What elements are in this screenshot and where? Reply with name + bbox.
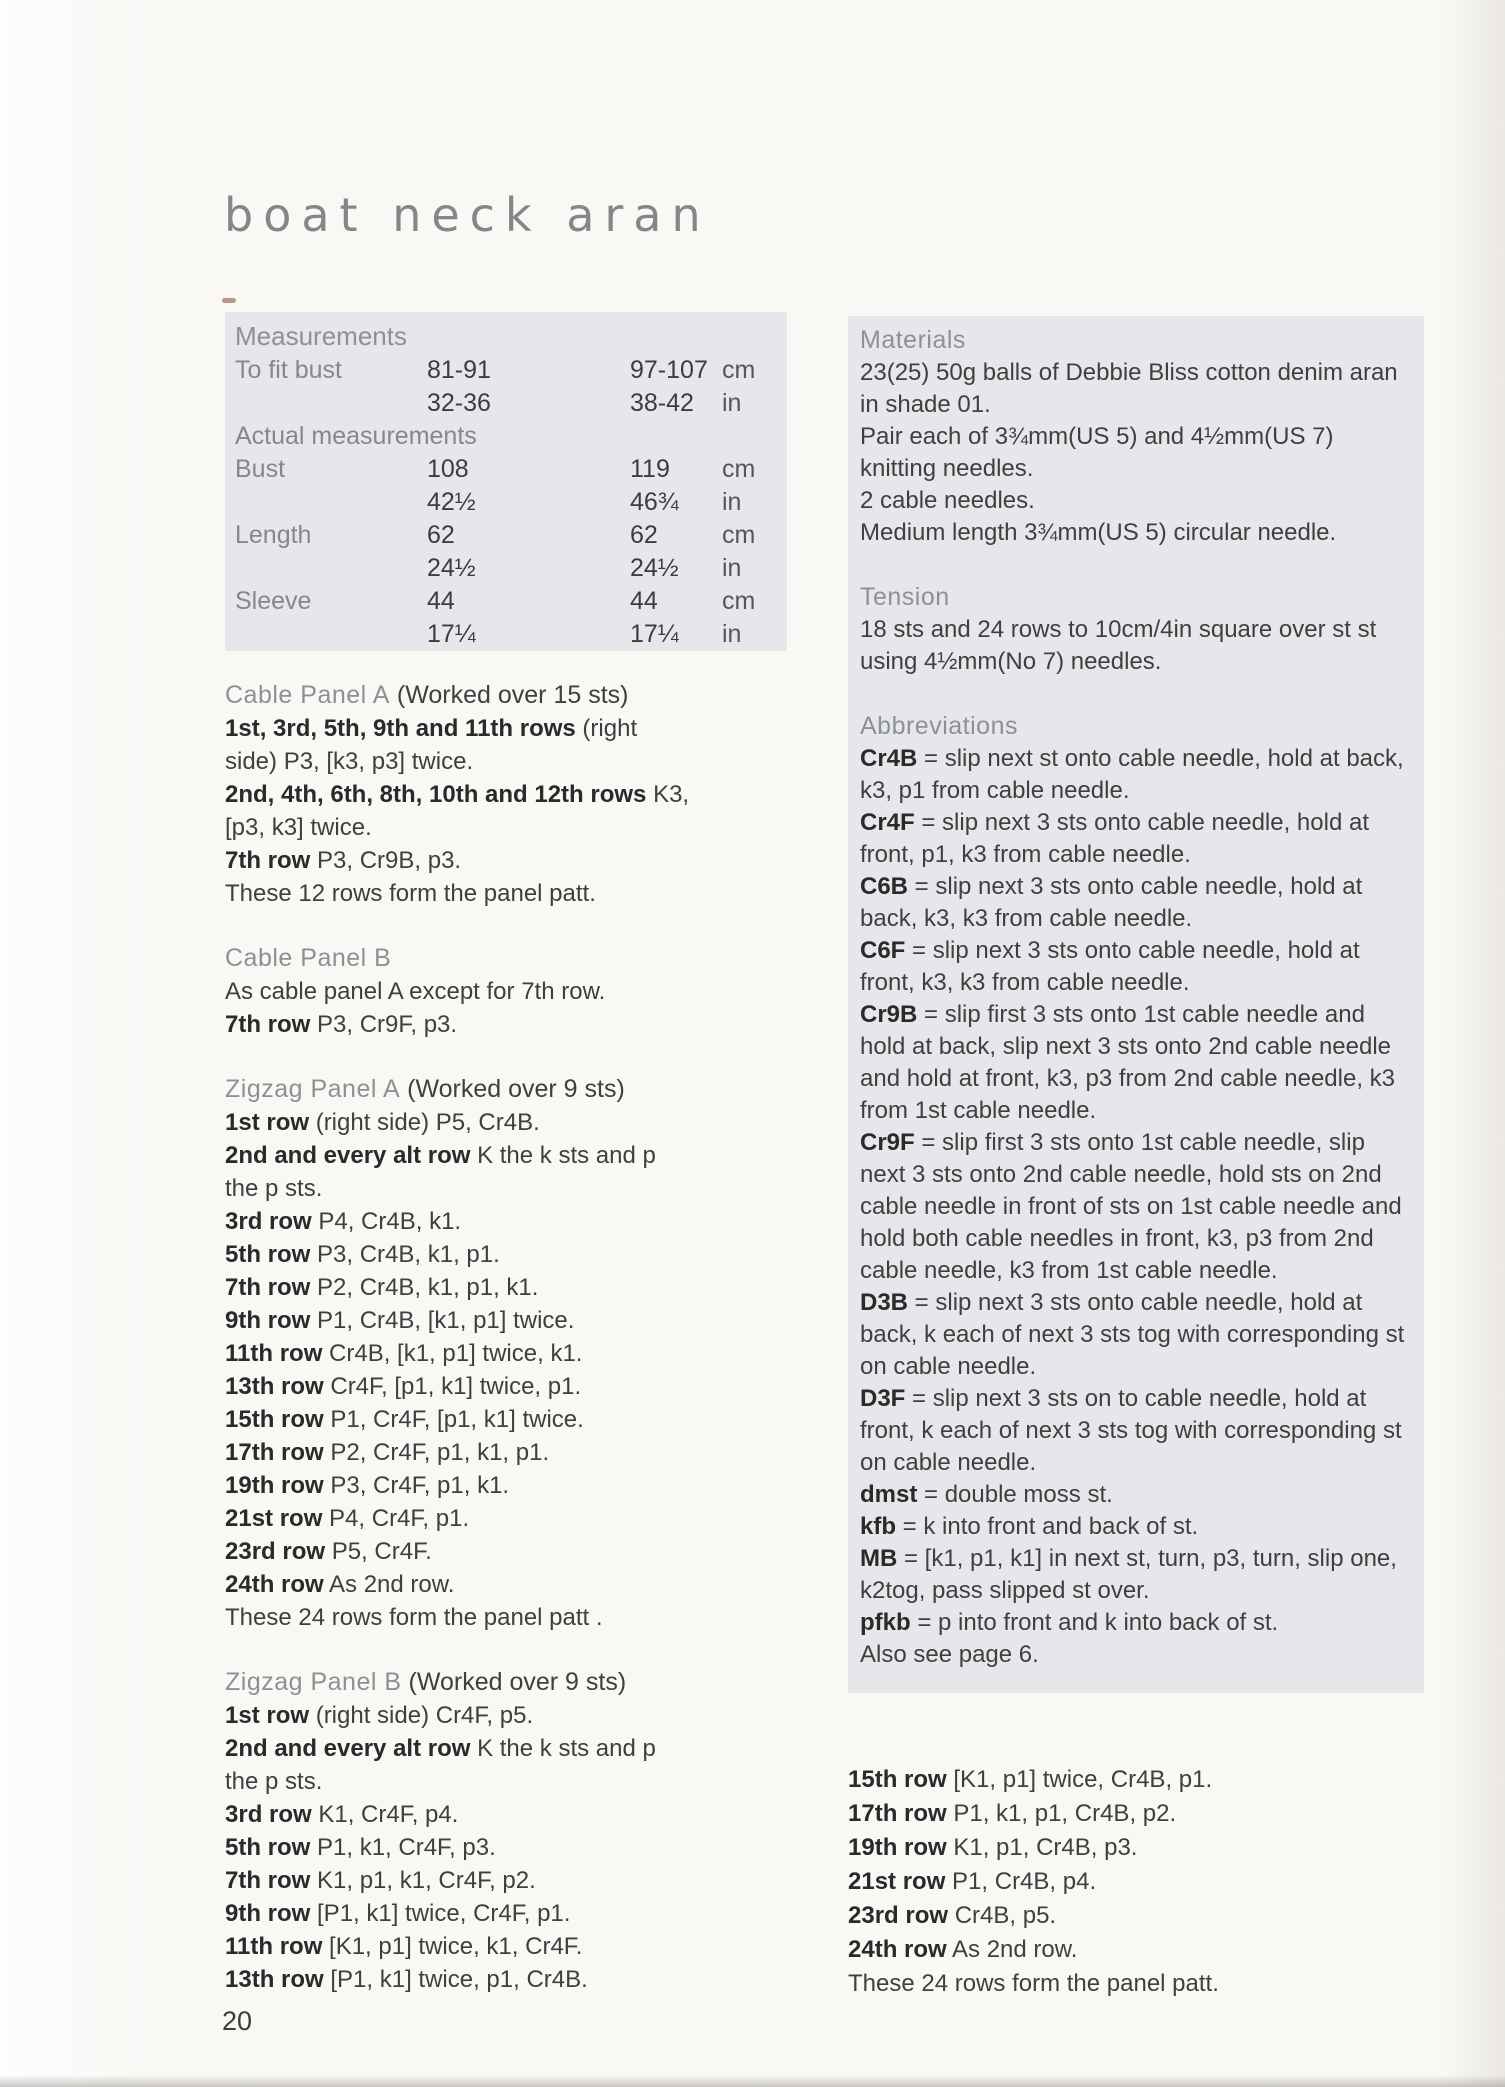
pattern-line: Medium length 3¾mm(US 5) circular needle.	[860, 519, 1337, 546]
row-label: 7th row	[225, 1274, 311, 1301]
page-edge-shadow-bottom	[0, 2075, 1505, 2087]
pattern-line: These 12 rows form the panel patt.	[225, 880, 596, 907]
row-label: D3B	[860, 1289, 909, 1316]
measurement-size1: 44	[427, 587, 455, 615]
section-heading-name: Zigzag Panel A	[225, 1075, 401, 1103]
row-label: 23rd row	[225, 1538, 326, 1565]
section-heading-suffix: (Worked over 9 sts)	[408, 1668, 627, 1696]
row-label: 2nd and every alt row	[225, 1142, 471, 1169]
pattern-line: These 24 rows form the panel patt.	[848, 1970, 1219, 1997]
pattern-line: These 24 rows form the panel patt .	[225, 1604, 603, 1631]
pattern-line: 7th row P2, Cr4B, k1, p1, k1.	[225, 1274, 539, 1301]
pattern-line: 13th row [P1, k1] twice, p1, Cr4B.	[225, 1966, 588, 1993]
row-label: 1st row	[225, 1109, 310, 1136]
row-label: kfb	[860, 1513, 896, 1540]
measurement-unit: cm	[722, 521, 756, 549]
pattern-line: 15th row [K1, p1] twice, Cr4B, p1.	[848, 1766, 1213, 1793]
pattern-line: Cr9B = slip first 3 sts onto 1st cable needle and hold at back, slip next 3 sts onto 2nd cable needle and hold at front, k3, p3 from 2nd cable needle, k3 from 1st cable needle.	[860, 1001, 1396, 1124]
row-label: 13th row	[225, 1966, 324, 1993]
section-heading	[225, 942, 695, 975]
measurement-size1: 17¼	[427, 620, 476, 648]
pattern-line: 7th row K1, p1, k1, Cr4F, p2.	[225, 1867, 536, 1894]
pattern-line: 9th row P1, Cr4B, [k1, p1] twice.	[225, 1307, 575, 1334]
measurement-label	[235, 387, 427, 420]
section-heading-suffix: (Worked over 15 sts)	[396, 681, 629, 709]
pattern-line: 24th row As 2nd row.	[225, 1571, 455, 1598]
row-label: 23rd row	[848, 1902, 949, 1929]
pattern-line: 15th row P1, Cr4F, [p1, k1] twice.	[225, 1406, 584, 1433]
row-label: 21st row	[848, 1868, 946, 1895]
measurement-label: Bust	[235, 455, 286, 483]
measurement-label	[235, 486, 427, 519]
row-label: 7th row	[225, 1867, 311, 1894]
pattern-line: 2nd and every alt row K the k sts and p the p sts.	[225, 1142, 656, 1202]
row-label: 13th row	[225, 1373, 324, 1400]
pattern-line: 21st row P1, Cr4B, p4.	[848, 1868, 1097, 1895]
pattern-continuation	[848, 1763, 1408, 2001]
measurement-size2: 119	[630, 455, 670, 483]
measurement-row	[235, 387, 787, 420]
measurement-row	[235, 486, 787, 519]
row-label: C6F	[860, 937, 906, 964]
row-label: 1st row	[225, 1702, 310, 1729]
pattern-line: 5th row P1, k1, Cr4F, p3.	[225, 1834, 496, 1861]
row-label: 15th row	[848, 1766, 947, 1793]
measurement-size2: 44	[630, 587, 658, 615]
section-heading	[225, 679, 695, 712]
section-heading-name: Abbreviations	[860, 712, 1018, 740]
pattern-line: 1st row (right side) P5, Cr4B.	[225, 1109, 540, 1136]
pattern-line: 23(25) 50g balls of Debbie Bliss cotton denim aran in shade 01.	[860, 359, 1398, 418]
section-heading-suffix: (Worked over 9 sts)	[407, 1075, 625, 1103]
measurements-table	[235, 354, 787, 651]
pattern-line: 7th row P3, Cr9F, p3.	[225, 1011, 458, 1038]
pattern-line: 1st row (right side) Cr4F, p5.	[225, 1702, 534, 1729]
row-label: 7th row	[225, 847, 311, 874]
pattern-section	[860, 710, 1410, 1671]
measurement-size2: 38-42	[630, 389, 694, 417]
pattern-line: 11th row [K1, p1] twice, k1, Cr4F.	[225, 1933, 583, 1960]
measurement-row	[235, 519, 787, 552]
pattern-line: C6F = slip next 3 sts onto cable needle, hold at front, k3, k3 from cable needle.	[860, 937, 1360, 996]
row-label: 21st row	[225, 1505, 323, 1532]
row-label: Cr4F	[860, 809, 915, 836]
row-label: 11th row	[225, 1340, 323, 1367]
pattern-section	[225, 942, 695, 1041]
pattern-line: C6B = slip next 3 sts onto cable needle, hold at back, k3, k3 from cable needle.	[860, 873, 1363, 932]
row-label: 5th row	[225, 1834, 311, 1861]
pattern-line: 19th row P3, Cr4F, p1, k1.	[225, 1472, 510, 1499]
measurement-size1: 32-36	[427, 389, 491, 417]
pattern-line: 11th row Cr4B, [k1, p1] twice, k1.	[225, 1340, 583, 1367]
measurement-size1: 24½	[427, 554, 476, 582]
pattern-line: 19th row K1, p1, Cr4B, p3.	[848, 1834, 1138, 1861]
section-heading	[860, 710, 1410, 743]
pattern-line: 2 cable needles.	[860, 487, 1035, 514]
row-label: 9th row	[225, 1900, 311, 1927]
row-label: 24th row	[848, 1936, 947, 1963]
pattern-line: 21st row P4, Cr4F, p1.	[225, 1505, 470, 1532]
pattern-line: 7th row P3, Cr9B, p3.	[225, 847, 462, 874]
pattern-line: dmst = double moss st.	[860, 1481, 1113, 1508]
pattern-line: 2nd and every alt row K the k sts and p the p sts.	[225, 1735, 656, 1795]
pattern-line: 9th row [P1, k1] twice, Cr4F, p1.	[225, 1900, 571, 1927]
row-label: 2nd, 4th, 6th, 8th, 10th and 12th rows	[225, 781, 647, 808]
pattern-line: 17th row P2, Cr4F, p1, k1, p1.	[225, 1439, 550, 1466]
measurement-row	[235, 618, 787, 651]
measurement-label	[235, 552, 427, 585]
pattern-line: Cr4B = slip next st onto cable needle, hold at back, k3, p1 from cable needle.	[860, 745, 1404, 804]
measurement-size1: 108	[427, 455, 469, 483]
page-title: boat neck aran	[224, 188, 711, 242]
left-column	[225, 655, 695, 1996]
row-label: 3rd row	[225, 1208, 312, 1235]
row-label: 1st, 3rd, 5th, 9th and 11th rows	[225, 715, 576, 742]
row-label: 19th row	[848, 1834, 947, 1861]
pattern-section	[225, 1073, 695, 1634]
row-label: 2nd and every alt row	[225, 1735, 471, 1762]
measurements-heading: Measurements	[235, 321, 407, 351]
row-label: 5th row	[225, 1241, 311, 1268]
section-heading-name: Tension	[860, 583, 950, 611]
measurement-size2: 62	[630, 521, 658, 549]
row-label: 7th row	[225, 1011, 311, 1038]
pattern-line: 24th row As 2nd row.	[848, 1936, 1078, 1963]
section-heading-name: Materials	[860, 326, 966, 354]
section-heading	[860, 581, 1410, 614]
row-label: MB	[860, 1545, 898, 1572]
section-heading-name: Cable Panel A	[225, 681, 390, 709]
pattern-line: 1st, 3rd, 5th, 9th and 11th rows (right side) P3, [k3, p3] twice.	[225, 715, 638, 775]
pattern-line: 5th row P3, Cr4B, k1, p1.	[225, 1241, 500, 1268]
measurement-unit: in	[722, 389, 742, 417]
pattern-line: 23rd row P5, Cr4F.	[225, 1538, 432, 1565]
pattern-section	[225, 1666, 695, 1996]
measurement-unit: cm	[722, 587, 756, 615]
pattern-line: As cable panel A except for 7th row.	[225, 978, 606, 1005]
row-label: C6B	[860, 873, 909, 900]
pattern-section	[860, 324, 1410, 549]
measurement-size1: 42½	[427, 488, 476, 516]
row-label: 3rd row	[225, 1801, 312, 1828]
measurement-size2: 17¼	[630, 620, 679, 648]
pattern-line: Cr4F = slip next 3 sts onto cable needle, hold at front, p1, k3 from cable needle.	[860, 809, 1369, 868]
measurement-label: To fit bust	[235, 356, 342, 384]
row-label: 24th row	[225, 1571, 324, 1598]
measurement-row	[235, 453, 787, 486]
row-label: 19th row	[225, 1472, 324, 1499]
pattern-line: 13th row Cr4F, [p1, k1] twice, p1.	[225, 1373, 582, 1400]
measurement-label: Length	[235, 521, 312, 549]
pattern-line: Cr9F = slip first 3 sts onto 1st cable needle, slip next 3 sts onto 2nd cable needle, hold sts on 2nd cable needle in front of sts on 1st cable needle and hold both cable needles in front, k3, p3 from 2nd cable needle, k3 from 1st cable needle.	[860, 1129, 1402, 1284]
measurement-unit: in	[722, 620, 742, 648]
pattern-line: 23rd row Cr4B, p5.	[848, 1902, 1057, 1929]
measurement-unit: in	[722, 488, 742, 516]
pattern-section	[225, 679, 695, 910]
page-number: 20	[222, 2006, 253, 2036]
pattern-line: 18 sts and 24 rows to 10cm/4in square over st st using 4½mm(No 7) needles.	[860, 616, 1377, 675]
row-label: D3F	[860, 1385, 906, 1412]
measurement-unit: cm	[722, 455, 756, 483]
pattern-line: D3F = slip next 3 sts on to cable needle, hold at front, k each of next 3 sts tog with corresponding st on cable needle.	[860, 1385, 1402, 1476]
measurement-size2: 97-107	[630, 356, 708, 384]
measurement-label	[235, 618, 427, 651]
measurement-size1: 81-91	[427, 356, 491, 384]
row-label: 11th row	[225, 1933, 323, 1960]
pattern-line: 2nd, 4th, 6th, 8th, 10th and 12th rows K3, [p3, k3] twice.	[225, 781, 690, 841]
pattern-line: MB = [k1, p1, k1] in next st, turn, p3, turn, slip one, k2tog, pass slipped st over.	[860, 1545, 1397, 1604]
scan-speck	[222, 298, 236, 303]
row-label: 17th row	[225, 1439, 324, 1466]
measurement-row	[235, 354, 787, 387]
row-label: 15th row	[225, 1406, 324, 1433]
measurement-subheading: Actual measurements	[235, 422, 477, 450]
measurement-row	[235, 420, 787, 453]
measurement-size2: 24½	[630, 554, 679, 582]
row-label: 17th row	[848, 1800, 947, 1827]
row-label: Cr9B	[860, 1001, 918, 1028]
measurement-size1: 62	[427, 521, 455, 549]
measurement-size2: 46¾	[630, 488, 679, 516]
pattern-line: kfb = k into front and back of st.	[860, 1513, 1199, 1540]
row-label: pfkb	[860, 1609, 911, 1636]
section-heading-name: Zigzag Panel B	[225, 1668, 402, 1696]
pattern-line: Pair each of 3¾mm(US 5) and 4½mm(US 7) knitting needles.	[860, 423, 1334, 482]
measurement-row	[235, 585, 787, 618]
measurement-unit: cm	[722, 356, 756, 384]
row-label: dmst	[860, 1481, 918, 1508]
row-label: 9th row	[225, 1307, 311, 1334]
pattern-line: pfkb = p into front and k into back of st.	[860, 1609, 1279, 1636]
pattern-section	[860, 581, 1410, 678]
measurement-label: Sleeve	[235, 587, 312, 615]
section-heading	[860, 324, 1410, 357]
row-label: Cr4B	[860, 745, 918, 772]
section-heading	[225, 1666, 695, 1699]
measurement-unit: in	[722, 554, 742, 582]
pattern-line: 3rd row P4, Cr4B, k1.	[225, 1208, 462, 1235]
row-label: Cr9F	[860, 1129, 915, 1156]
pattern-line: 3rd row K1, Cr4F, p4.	[225, 1801, 459, 1828]
pattern-line: 17th row P1, k1, p1, Cr4B, p2.	[848, 1800, 1177, 1827]
materials-tension-abbreviations-box	[848, 316, 1424, 1693]
page-edge-shadow-right	[1443, 0, 1505, 2087]
pattern-line: Also see page 6.	[860, 1641, 1039, 1668]
section-heading	[225, 1073, 695, 1106]
pattern-line: D3B = slip next 3 sts onto cable needle, hold at back, k each of next 3 sts tog with corresponding st on cable needle.	[860, 1289, 1405, 1380]
measurement-row	[235, 552, 787, 585]
section-heading-name: Cable Panel B	[225, 944, 392, 972]
measurements-box	[225, 312, 787, 651]
page-left-margin	[0, 0, 150, 2087]
